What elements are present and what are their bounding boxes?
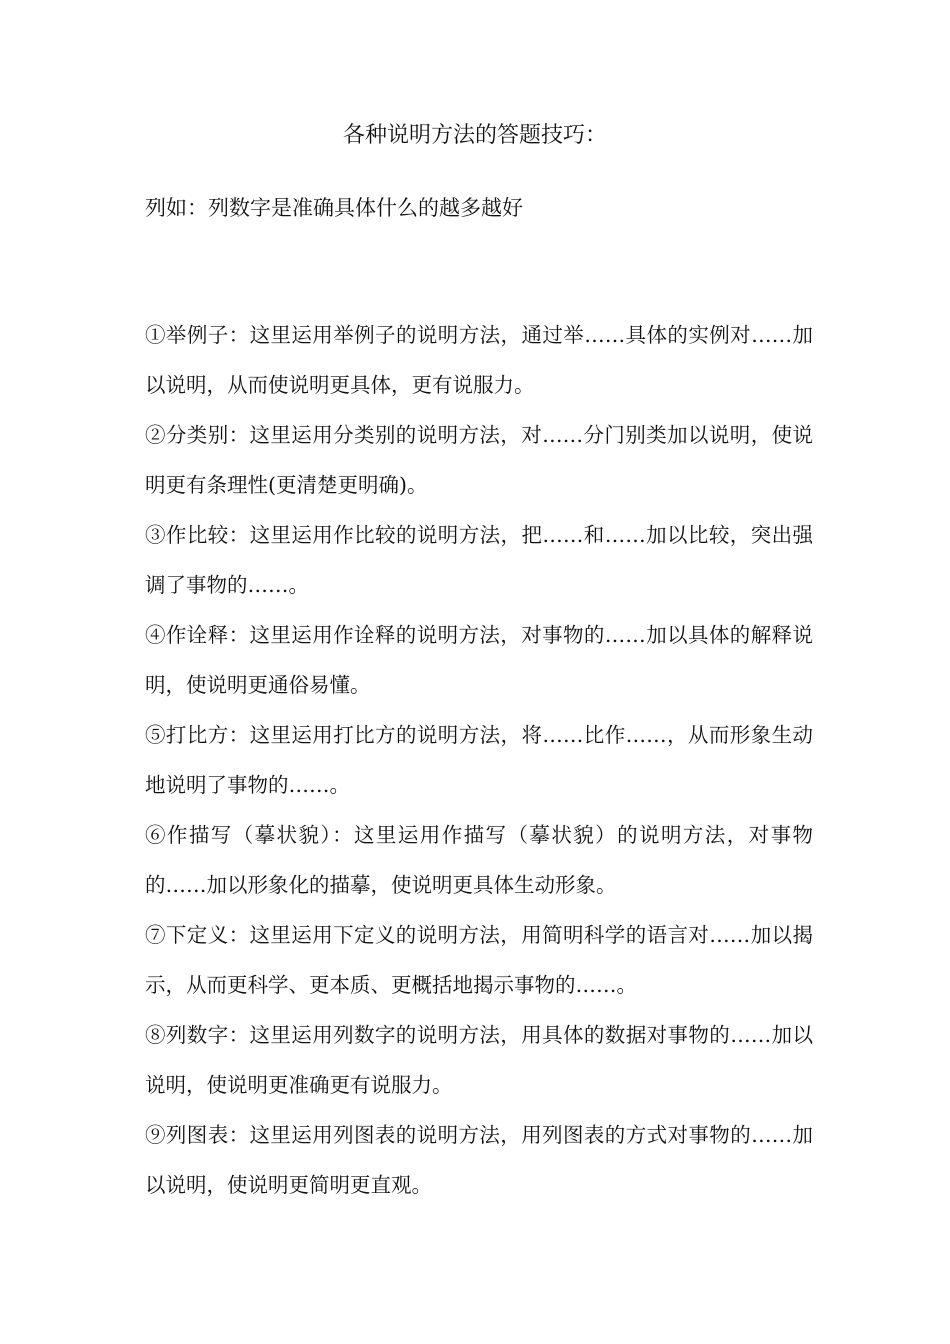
method-item-numbers: ⑧列数字：这里运用列数字的说明方法，用具体的数据对事物的……加以说明，使说明更准确更有说服力。 <box>145 1023 813 1097</box>
method-item-explanation: ④作诠释：这里运用作诠释的说明方法，对事物的……加以具体的解释说明，使说明更通俗易懂。 <box>145 623 813 697</box>
method-item-description: ⑥作描写（摹状貌）：这里运用作描写（摹状貌）的说明方法，对事物的……加以形象化的描摹，使说明更具体生动形象。 <box>145 823 813 897</box>
method-item-classification: ②分类别：这里运用分类别的说明方法，对……分门别类加以说明，使说明更有条理性(更清楚更明确)。 <box>145 423 813 497</box>
method-item-comparison: ③作比较：这里运用作比较的说明方法，把……和……加以比较，突出强调了事物的……。 <box>145 523 813 597</box>
method-item-charts: ⑨列图表：这里运用列图表的说明方法，用列图表的方式对事物的……加以说明，使说明更简明更直观。 <box>145 1123 813 1197</box>
method-list <box>145 310 813 1210</box>
document-title: 各种说明方法的答题技巧： <box>342 123 607 148</box>
method-item-example: ①举例子：这里运用举例子的说明方法，通过举……具体的实例对……加以说明，从而使说明更具体，更有说服力。 <box>145 323 813 397</box>
method-item-analogy: ⑤打比方：这里运用打比方的说明方法，将……比作……，从而形象生动地说明了事物的……。 <box>145 723 813 797</box>
method-item-definition: ⑦下定义：这里运用下定义的说明方法，用简明科学的语言对……加以揭示，从而更科学、更本质、更概括地揭示事物的……。 <box>145 923 813 997</box>
document-subtitle: 列如：列数字是准确具体什么的越多越好 <box>145 196 523 220</box>
